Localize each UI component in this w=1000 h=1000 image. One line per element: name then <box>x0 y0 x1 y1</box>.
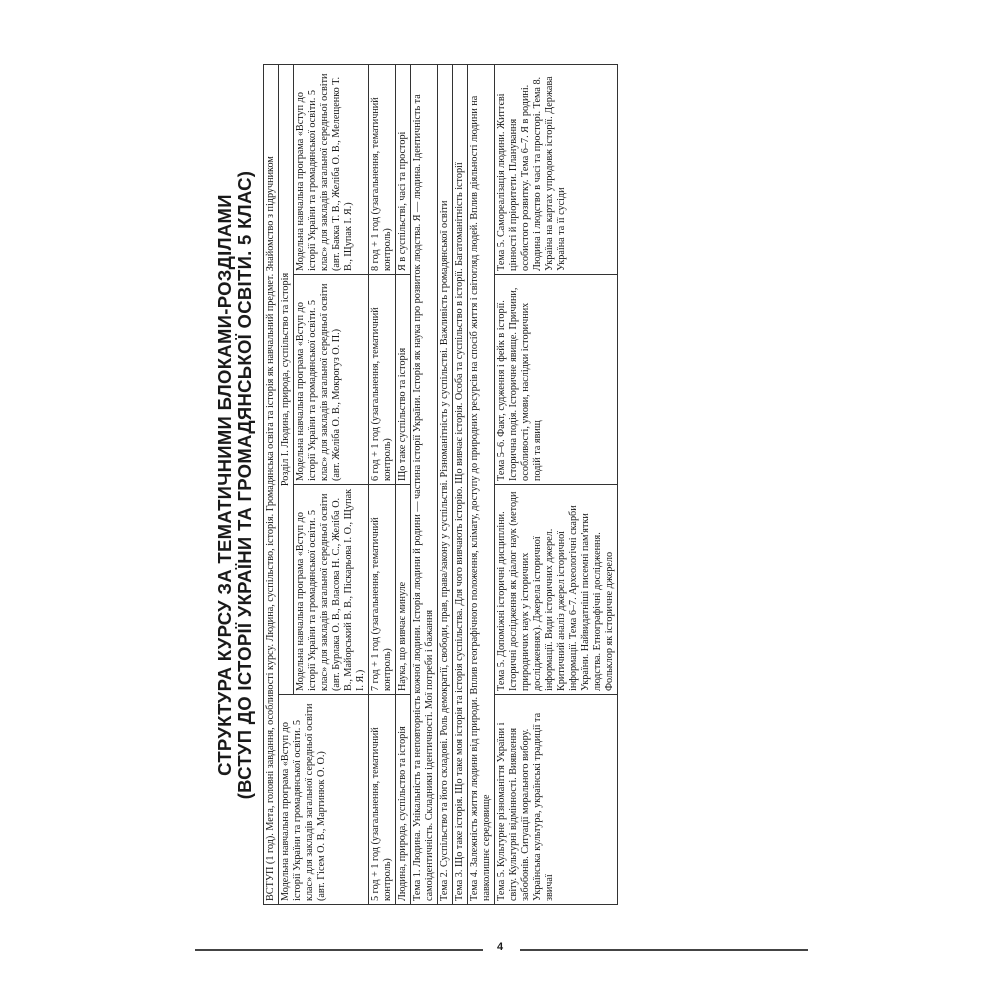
topic-cell: Тема 5. Культурне різноманіття України і світу. Культурні відмінності. Виявлення забобонів. Ситуації морального вибору. Українська культура, українські традиції та звичаї <box>495 695 618 905</box>
section-name-cell: Що таке суспільство та історія <box>396 275 411 485</box>
program-cell: Модельна навчальна програма «Вступ до історії України та громадянської освіти. 5 клас» для закладів загальної середньої освіти (авт. Желіба О. В., Мокрогуз О. П.) <box>294 275 369 485</box>
footer-rule-right <box>520 949 808 951</box>
footer-rule-left <box>195 949 483 951</box>
section-name-cell: Наука, що вивчає минуле <box>396 485 411 695</box>
hours-cell: 7 год + 1 год (узагальнення, тематичний контроль) <box>369 485 396 695</box>
section-heading: Розділ І. Людина, природа, суспільство та історія <box>279 64 294 694</box>
topic-row: Тема 2. Суспільство та його складові. Роль демократії, свободи, прав, правa/закону у суспільстві. Різноманітність у суспільстві. Важливість громадянської освіти <box>438 64 453 904</box>
intro-row: ВСТУП (1 год). Мета, головні завдання, особливості курсу. Людина, суспільство, історія. Громадянська освіта та історія як навчальний предмет. Знайомство з підручником <box>264 64 279 904</box>
course-structure-table <box>263 64 618 905</box>
hours-cell: 6 год + 1 год (узагальнення, тематичний контроль) <box>369 275 396 485</box>
page-number: 4 <box>496 941 504 953</box>
topic-row: Тема 1. Людина. Унікальність та неповторність кожної людини. Історія людини й родини — частина історії України. Історія як наука про розвиток людства. Я — людина. Ідентичність та самоідентичність. Складники ідентичності. Мої потреби і бажання <box>411 64 438 904</box>
hours-cell: 5 год + 1 год (узагальнення, тематичний контроль) <box>369 695 396 905</box>
topic-cell: Тема 5. Самореалізація людини. Життєві цінності й пріоритети. Планування особистого розвитку. Тема 6–7. Я в родині. Людина і людство в часі та просторі. Тема 8. Україна на картах упродовж історії. Держава Україна та її сусіди <box>495 64 618 274</box>
page-footer <box>0 940 1000 960</box>
page-title: СТРУКТУРА КУРСУ ЗА ТЕМАТИЧНИМИ БЛОКАМИ-РОЗДІЛАМИ <box>214 194 235 776</box>
topic-row: Тема 4. Залежність життя людини від природи. Вплив географічного положення, клімату, доступу до природних ресурсів на спосіб життя і світогляд людей. Вплив діяльності людини на навколишнє середовище <box>468 64 495 904</box>
page-subtitle: (ВСТУП ДО ІСТОРІЇ УКРАЇНИ ТА ГРОМАДЯНСЬКОЇ ОСВІТИ. 5 КЛАС) <box>234 170 255 800</box>
hours-cell: 8 год + 1 год (узагальнення, тематичний контроль) <box>369 64 396 274</box>
topic-cell: Тема 5. Допоміжні історичні дисципліни. Історичні дослідження як діалог наук (методи природничих наук у історичних дослідженнях). Джерела історичної інформації. Види історичних джерел. Критичний аналіз джерел історичної інформації. Тема 6–7. Археологічні скарби України. Найвидатніші писемні пам'ятки людства. Етнографічні дослідження. Фольклор як історичне джерело <box>495 485 618 695</box>
topic-row: Тема 3. Що таке історія. Що таке моя історія та історія суспільства. Для чого вивчають історію. Що вивчає історія. Особа та суспільство в історії. Багатоманітність історії <box>453 64 468 904</box>
section-name-cell: Людина, природа, суспільство та історія <box>396 695 411 905</box>
program-cell: Модельна навчальна програма «Вступ до історії України та громадянської освіти. 5 клас» для закладів загальної середньої освіти (авт. Гісем О. В., Мартинюк О. О.) <box>279 695 369 905</box>
program-cell: Модельна навчальна програма «Вступ до історії України та громадянської освіти. 5 клас» для закладів загальної середньої освіти (авт. Бурлака О. В., Власова Н. С., Желіба О. В., Майорський В. В., Піскарьова І. О., Щупак І. Я.) <box>294 485 369 695</box>
program-cell: Модельна навчальна програма «Вступ до історії України та громадянської освіти. 5 клас» для закладів загальної середньої освіти (авт. Бакка Т. В., Желіба О. В., Мелещенко Т. В., Щупак І. Я.) <box>294 64 369 274</box>
section-name-cell: Я в суспільстві, часі та просторі <box>396 64 411 274</box>
rotated-page <box>215 65 785 905</box>
topic-cell: Тема 5–6. Факт, судження і фейк в історії. Історична подія. Історичне явище. Причини, особливості, умови, наслідки історичних подій та явищ <box>495 275 618 485</box>
